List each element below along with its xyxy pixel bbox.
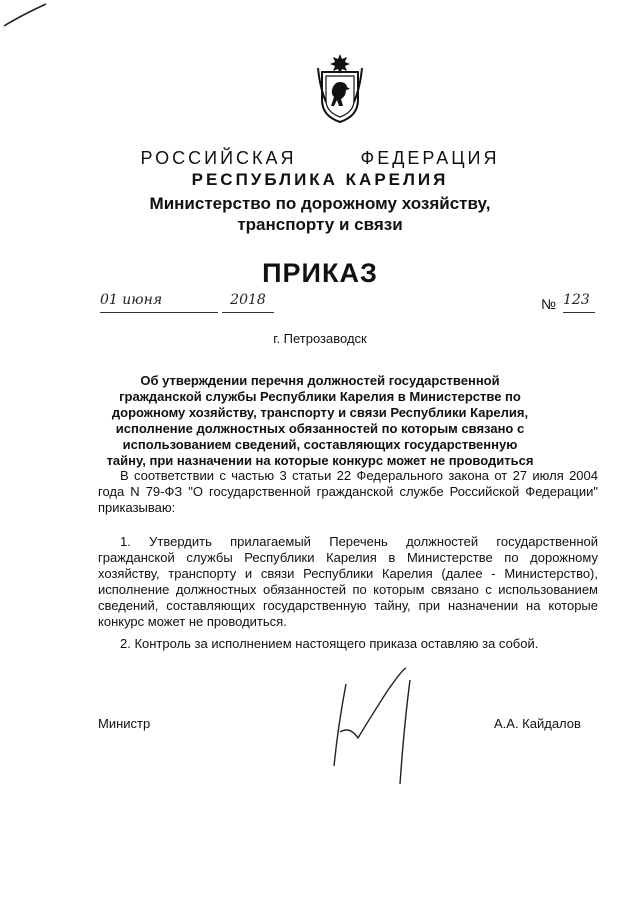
city-line: г. Петрозаводск bbox=[273, 331, 367, 346]
date-day-month: 01 июня bbox=[100, 292, 218, 313]
handwritten-signature bbox=[320, 666, 420, 796]
ministry-heading-line2: транспорту и связи bbox=[237, 215, 403, 234]
date-year: 2018 bbox=[222, 292, 274, 313]
ministry-heading bbox=[0, 193, 640, 235]
order-number-value: 123 bbox=[563, 292, 595, 313]
country-heading-left: РОССИЙСКАЯ bbox=[140, 148, 297, 168]
signatory-name: А.А. Кайдалов bbox=[494, 716, 581, 731]
document-title: ПРИКАЗ bbox=[262, 258, 378, 288]
country-heading bbox=[0, 148, 640, 169]
preamble-paragraph: В соответствии с частью 3 статьи 22 Федерального закона от 27 июля 2004 года N 79-ФЗ "О государственной гражданской службе Российской Федерации" приказываю: bbox=[98, 468, 598, 515]
item-1-paragraph: 1. Утвердить прилагаемый Перечень должностей государственной гражданской службы Республики Карелия в Министерстве по дорожному хозяйству, транспорту и связи Республики Карелия (далее - Министерство), исполнение должностных обязанностей по которым связано с использованием сведений, составляющих государственную тайну, при назначении на которые конкурс может не проводиться. bbox=[98, 534, 598, 629]
republic-heading: РЕСПУБЛИКА КАРЕЛИЯ bbox=[191, 170, 449, 189]
country-heading-right: ФЕДЕРАЦИЯ bbox=[360, 148, 500, 168]
pen-mark bbox=[0, 0, 60, 30]
order-number-label: № bbox=[541, 296, 557, 312]
item-2-paragraph: 2. Контроль за исполнением настоящего приказа оставляю за собой. bbox=[120, 636, 539, 651]
order-subject: Об утверждении перечня должностей государственной гражданской службы Республики Карелия в Министерстве по дорожному хозяйству, транспорту и связи Республики Карелия, исполнение должностных обязанностей по которым связано с использованием сведений, составляющих государственную тайну, при назначении на которые конкурс может не проводиться bbox=[106, 373, 534, 468]
ministry-heading-line1: Министерство по дорожному хозяйству, bbox=[149, 194, 491, 213]
signatory-position: Министр bbox=[98, 716, 151, 731]
coat-of-arms-emblem bbox=[316, 52, 364, 126]
